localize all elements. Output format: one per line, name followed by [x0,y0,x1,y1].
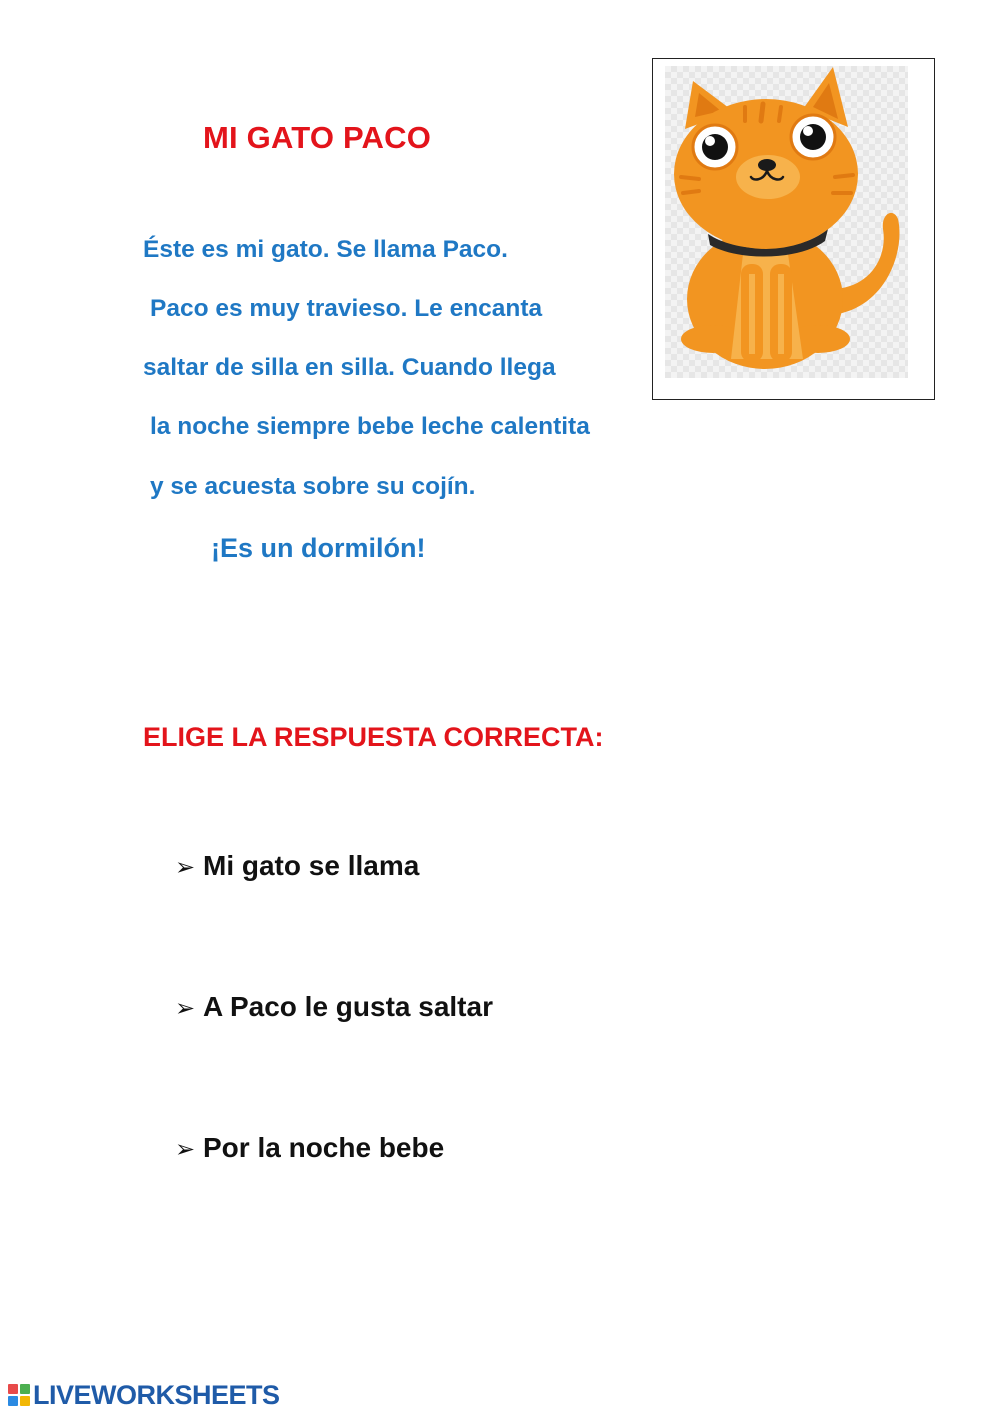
question-item [175,1132,444,1164]
liveworksheets-logo-icon [8,1384,30,1406]
story-line: Paco es muy travieso. Le encanta [150,295,543,322]
question-item [175,991,493,1023]
arrow-bullet-icon: ➢ [175,995,196,1022]
arrow-bullet-icon: ➢ [175,854,196,881]
instruction-heading: ELIGE LA RESPUESTA CORRECTA: [143,722,604,752]
logo-square [20,1384,30,1394]
question-text: Mi gato se llama [203,850,420,881]
cat-image-frame [652,58,935,400]
worksheet-title: MI GATO PACO [203,120,432,155]
logo-square [20,1396,30,1406]
logo-square [8,1396,18,1406]
liveworksheets-footer [8,1380,280,1410]
brand-name: LIVEWORKSHEETS [33,1379,280,1410]
question-text: Por la noche bebe [203,1132,445,1163]
story-line: saltar de silla en silla. Cuando llega [143,354,556,381]
question-item [175,850,419,882]
story-line-exclamation: ¡Es un dormilón! [211,533,426,563]
story-line: y se acuesta sobre su cojín. [150,473,476,500]
question-text: A Paco le gusta saltar [203,991,493,1022]
arrow-bullet-icon: ➢ [175,1136,196,1163]
story-line: Éste es mi gato. Se llama Paco. [143,236,508,263]
story-line: la noche siempre bebe leche calentita [150,413,590,440]
cat-illustration-icon [653,59,936,401]
logo-square [8,1384,18,1394]
